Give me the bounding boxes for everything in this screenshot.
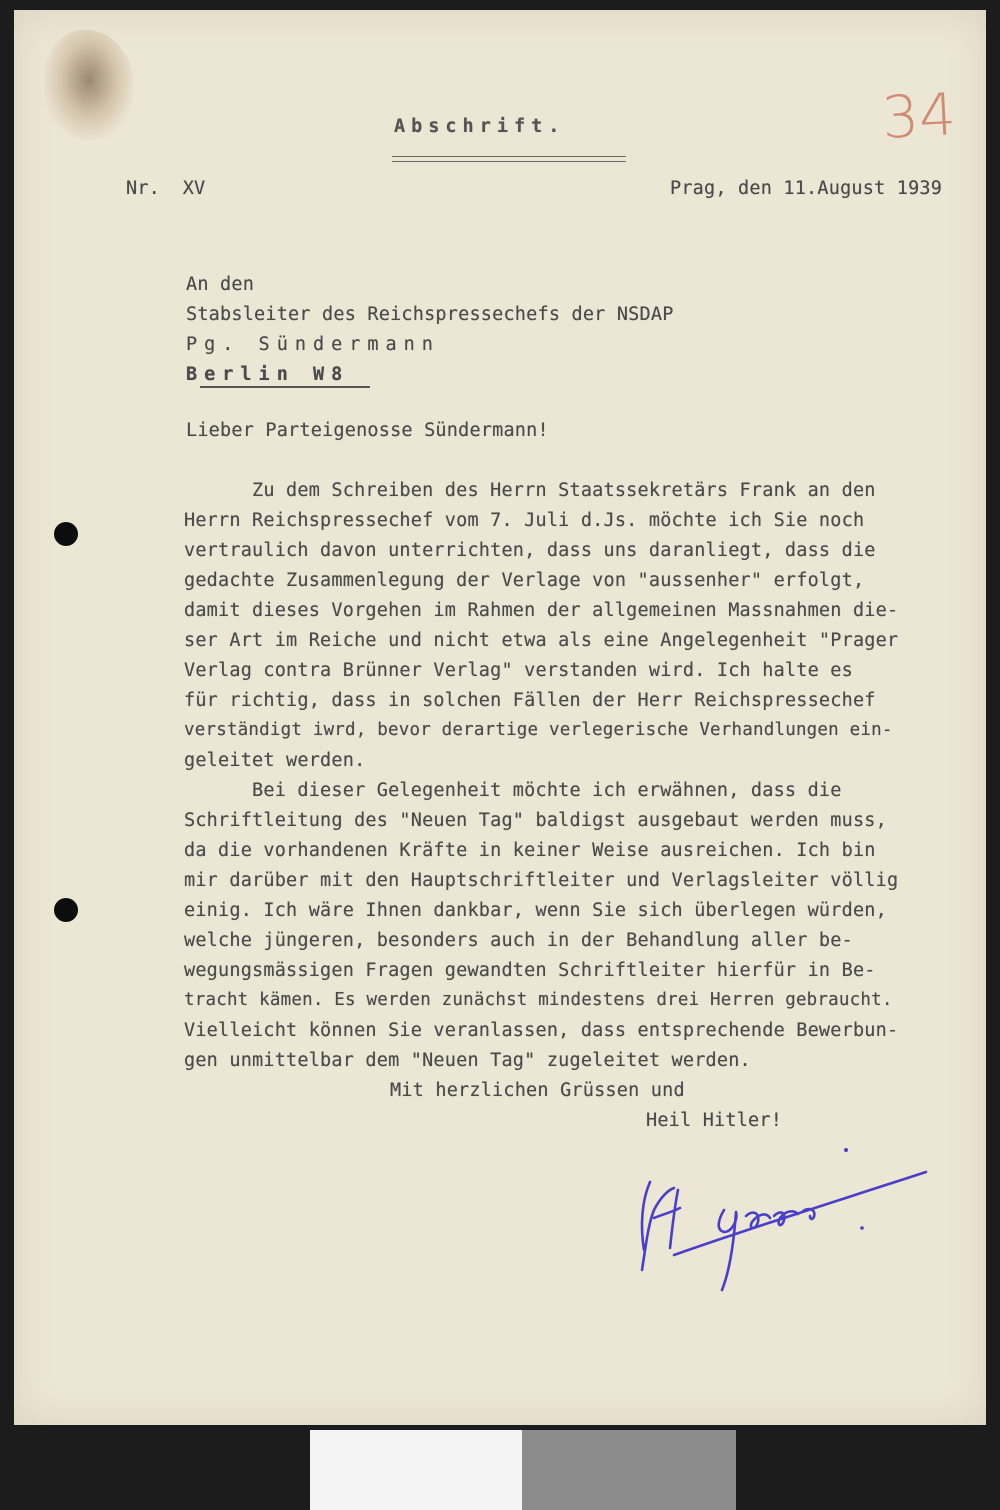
place-date: Prag, den 11.August 1939: [670, 178, 943, 199]
archive-page-number: 34: [880, 80, 958, 152]
title-underline: [392, 156, 626, 162]
body-line: Vielleicht können Sie veranlassen, dass entsprechende Bewerbun-: [184, 1020, 899, 1041]
body-line: wegungsmässigen Fragen gewandten Schriftleiter hierfür in Be-: [184, 960, 876, 981]
closing-greeting: Mit herzlichen Grüssen und: [390, 1080, 685, 1101]
handwritten-signature: [634, 1130, 934, 1310]
scan-margin: [736, 1430, 1000, 1510]
punch-hole: [54, 522, 78, 546]
scan-calibration-gray: [522, 1430, 736, 1510]
scan-calibration-white: [310, 1430, 522, 1510]
address-city: Berlin W8: [186, 364, 350, 385]
body-line: vertraulich davon unterrichten, dass uns daranliegt, dass die: [184, 540, 876, 561]
scan-margin: [0, 1430, 310, 1510]
punch-hole: [54, 898, 78, 922]
body-line: da die vorhandenen Kräfte in keiner Weise ausreichen. Ich bin: [184, 840, 876, 861]
body-line: Herrn Reichspressechef vom 7. Juli d.Js. möchte ich Sie noch: [184, 510, 865, 531]
body-line: mir darüber mit den Hauptschriftleiter und Verlagsleiter völlig: [184, 870, 899, 891]
body-line: einig. Ich wäre Ihnen dankbar, wenn Sie sich überlegen würden,: [184, 900, 887, 921]
body-line: damit dieses Vorgehen im Rahmen der allgemeinen Massnahmen die-: [184, 600, 899, 621]
city-underline: [200, 386, 370, 388]
body-line: Zu dem Schreiben des Herrn Staatssekretärs Frank an den: [184, 480, 876, 501]
address-line-2: Stabsleiter des Reichspressechefs der NSDAP: [186, 304, 674, 325]
address-line-1: An den: [186, 274, 255, 295]
body-line: tracht kämen. Es werden zunächst mindestens drei Herren gebraucht.: [184, 990, 893, 1010]
burn-mark: [44, 30, 134, 140]
body-line: verständigt iwrd, bevor derartige verlegerische Verhandlungen ein-: [184, 720, 893, 740]
body-line: Bei dieser Gelegenheit möchte ich erwähnen, dass die: [184, 780, 842, 801]
salutation: Lieber Parteigenosse Sündermann!: [186, 420, 549, 441]
reference-number: Nr. XV: [126, 178, 206, 199]
body-line: gedachte Zusammenlegung der Verlage von "aussenher" erfolgt,: [184, 570, 865, 591]
document-page: [14, 10, 986, 1425]
body-line: ser Art im Reiche und nicht etwa als eine Angelegenheit "Prager: [184, 630, 899, 651]
body-line: für richtig, dass in solchen Fällen der Herr Reichspressechef: [184, 690, 876, 711]
body-line: welche jüngeren, besonders auch in der Behandlung aller be-: [184, 930, 853, 951]
body-line: Verlag contra Brünner Verlag" verstanden wird. Ich halte es: [184, 660, 853, 681]
document-title: Abschrift.: [394, 116, 566, 137]
body-line: geleitet werden.: [184, 750, 366, 771]
closing-salute: Heil Hitler!: [646, 1110, 783, 1131]
body-line: gen unmittelbar dem "Neuen Tag" zugeleitet werden.: [184, 1050, 751, 1071]
body-line: Schriftleitung des "Neuen Tag" baldigst ausgebaut werden muss,: [184, 810, 887, 831]
address-line-3: Pg. Sündermann: [186, 334, 440, 355]
